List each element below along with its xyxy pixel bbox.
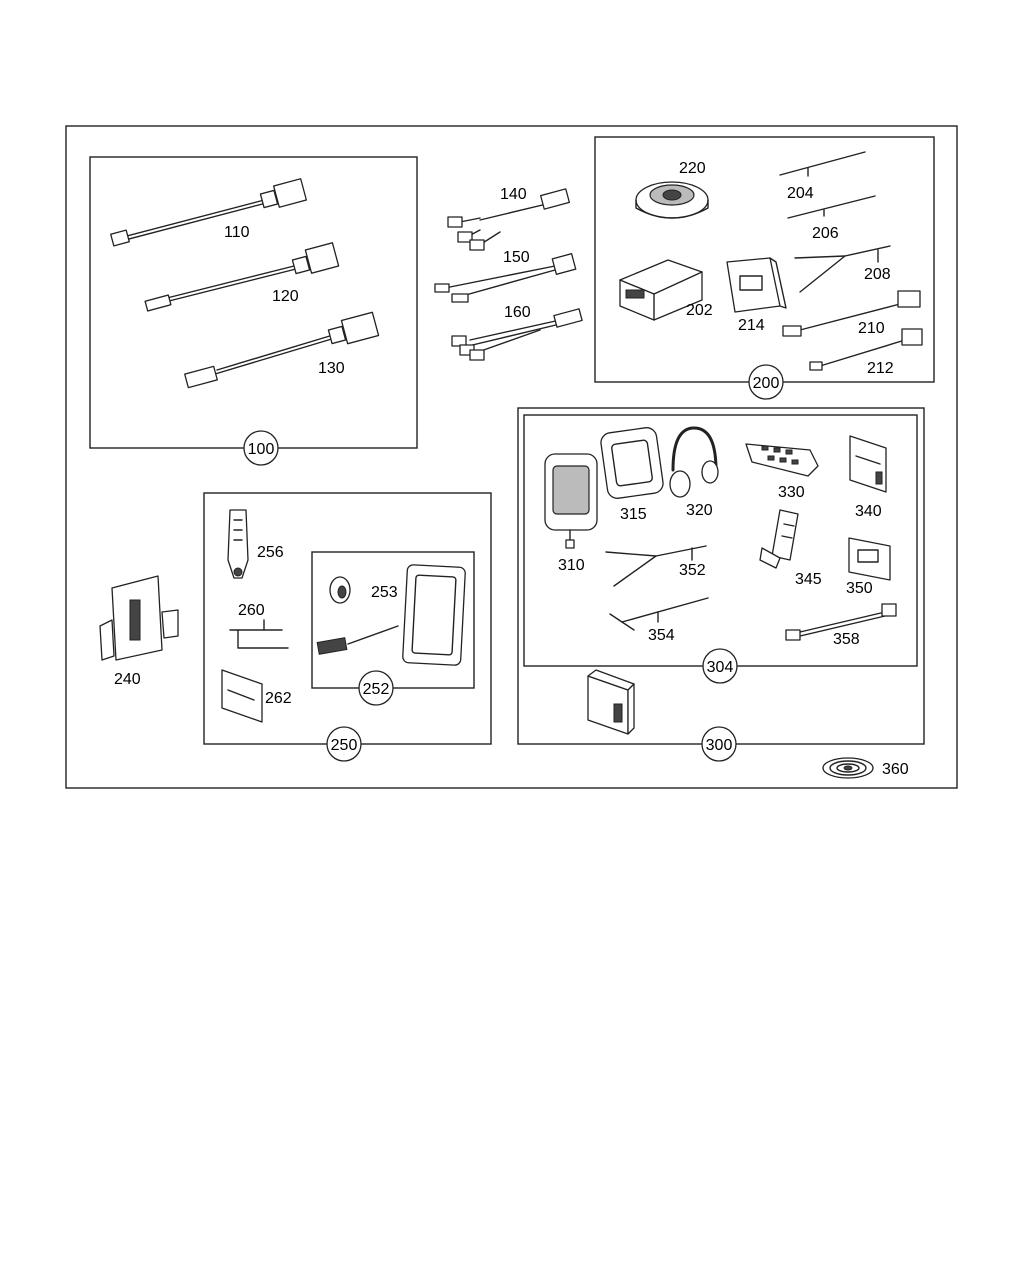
part-350-label: 350	[846, 580, 873, 597]
part-352-label: 352	[679, 562, 706, 579]
part-202-label: 202	[686, 302, 713, 319]
part-340-label: 340	[855, 503, 882, 520]
part-253-label: 253	[371, 584, 398, 601]
cable-110-illustration	[111, 179, 307, 246]
manual-350-illustration	[849, 538, 890, 580]
group-100-label: 100	[247, 441, 275, 458]
part-240-label: 240	[114, 671, 141, 688]
part-208-label: 208	[864, 266, 891, 283]
part-220-label: 220	[679, 160, 706, 177]
frame-252-illustration	[402, 565, 465, 666]
bracket-256-illustration	[228, 510, 248, 578]
wire-204-illustration	[780, 152, 865, 176]
part-358-label: 358	[833, 631, 860, 648]
part-360-label: 360	[882, 761, 909, 778]
part-120-label: 120	[272, 288, 299, 305]
speaker-220-illustration	[636, 182, 708, 218]
part-110-label: 110	[224, 224, 250, 241]
module-300-illustration	[588, 670, 634, 734]
part-330-label: 330	[778, 484, 805, 501]
part-130-label: 130	[318, 360, 345, 377]
connector-252-illustration	[317, 626, 398, 654]
group-252-label: 252	[362, 681, 390, 698]
headphones-320-illustration	[670, 428, 718, 497]
part-310-label: 310	[558, 557, 585, 574]
part-214-label: 214	[738, 317, 765, 334]
wire-260-illustration	[230, 620, 288, 648]
group-304-label: 304	[706, 659, 734, 676]
part-140-label: 140	[500, 186, 527, 203]
remote-330-illustration	[746, 444, 818, 476]
frame-315-illustration	[600, 426, 665, 499]
part-354-label: 354	[648, 627, 675, 644]
module-340-illustration	[850, 436, 886, 492]
wire-354-illustration	[610, 598, 708, 630]
part-256-label: 256	[257, 544, 284, 561]
cable-130-illustration	[185, 312, 379, 387]
group-300-label: 300	[705, 737, 733, 754]
part-212-label: 212	[867, 360, 894, 377]
bracket-240-illustration	[100, 576, 178, 660]
cable-120-illustration	[145, 243, 339, 311]
part-320-label: 320	[686, 502, 713, 519]
part-160-label: 160	[504, 304, 531, 321]
cable-210-illustration	[783, 291, 920, 336]
bracket-345-illustration	[760, 510, 798, 568]
monitor-310-illustration	[545, 454, 597, 548]
part-345-label: 345	[795, 571, 822, 588]
part-204-label: 204	[787, 185, 814, 202]
part-210-label: 210	[858, 320, 885, 337]
part-150-label: 150	[503, 249, 530, 266]
label-262-illustration	[222, 670, 262, 722]
part-315-label: 315	[620, 506, 647, 523]
group-200-label: 200	[752, 375, 780, 392]
group-250-label: 250	[330, 737, 358, 754]
part-206-label: 206	[812, 225, 839, 242]
disc-360-illustration	[823, 758, 873, 778]
part-262-label: 262	[265, 690, 292, 707]
manual-214-illustration	[727, 258, 786, 312]
part-260-label: 260	[238, 602, 265, 619]
grommet-253-illustration	[330, 577, 350, 603]
